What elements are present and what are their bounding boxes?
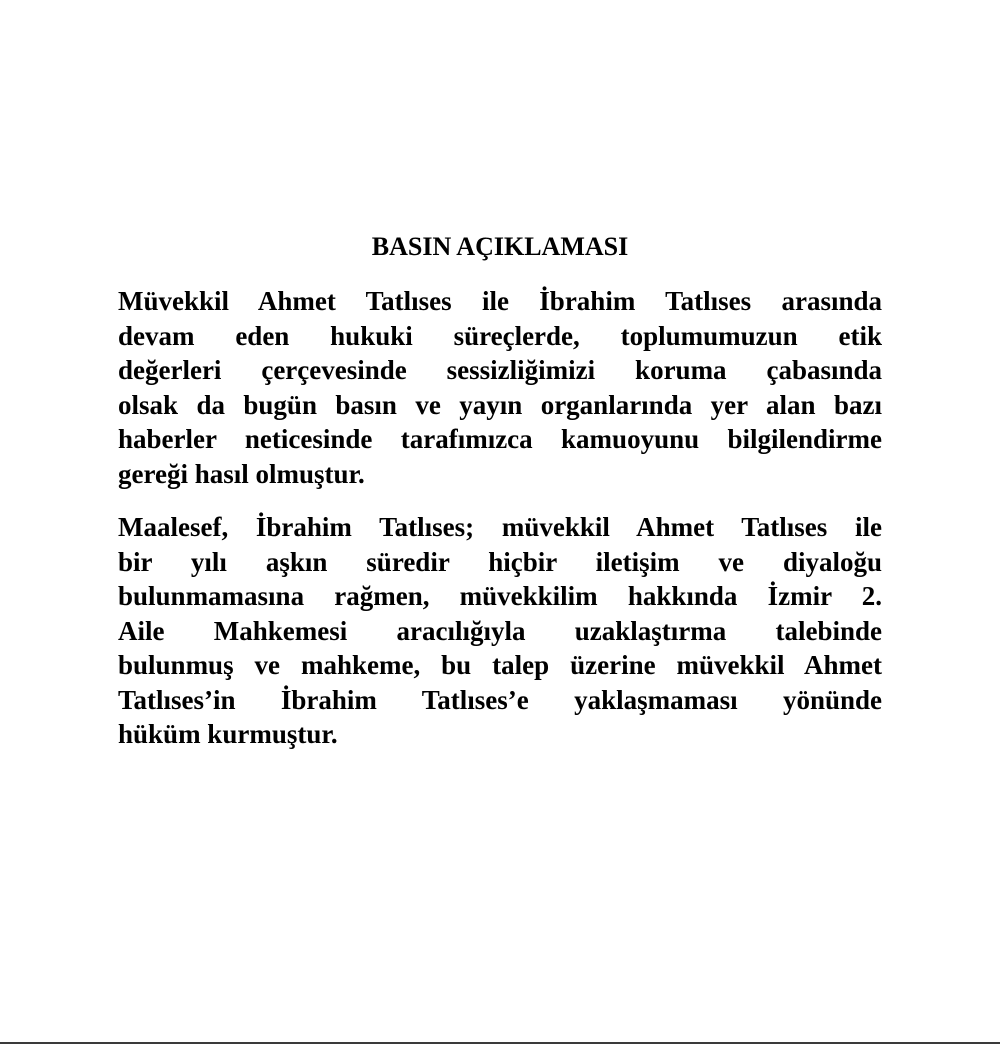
text-line: hüküm kurmuştur. [118, 719, 338, 749]
text-line: gereği hasıl olmuştur. [118, 458, 365, 489]
paragraph-1 [118, 284, 882, 491]
text-line: değerleri çerçevesinde sessizliğimizi koruma çabasında [118, 355, 882, 385]
document-title: BASIN AÇIKLAMASI [371, 232, 629, 261]
text-line: haberler neticesinde tarafımızca kamuoyunu bilgilendirme [118, 424, 882, 454]
text-line: devam eden hukuki süreçlerde, toplumumuzun etik [118, 320, 882, 351]
text-line: Tatlıses’in İbrahim Tatlıses’e yaklaşmaması yönünde [118, 684, 882, 715]
text-line: bulunmamasına rağmen, müvekkilim hakkında İzmir 2. [118, 581, 882, 611]
text-line: Müvekkil Ahmet Tatlıses ile İbrahim Tatlıses arasında [118, 286, 882, 316]
text-line: Aile Mahkemesi aracılığıyla uzaklaştırma talebinde [118, 615, 882, 646]
text-line: Maalesef, İbrahim Tatlıses; müvekkil Ahmet Tatlıses ile [118, 512, 882, 542]
text-line: olsak da bugün basın ve yayın organlarında yer alan bazı [118, 389, 882, 420]
text-line: bulunmuş ve mahkeme, bu talep üzerine müvekkil Ahmet [118, 650, 882, 680]
paragraph-2 [118, 510, 882, 752]
text-line: bir yılı aşkın süredir hiçbir iletişim ve diyaloğu [118, 546, 882, 577]
